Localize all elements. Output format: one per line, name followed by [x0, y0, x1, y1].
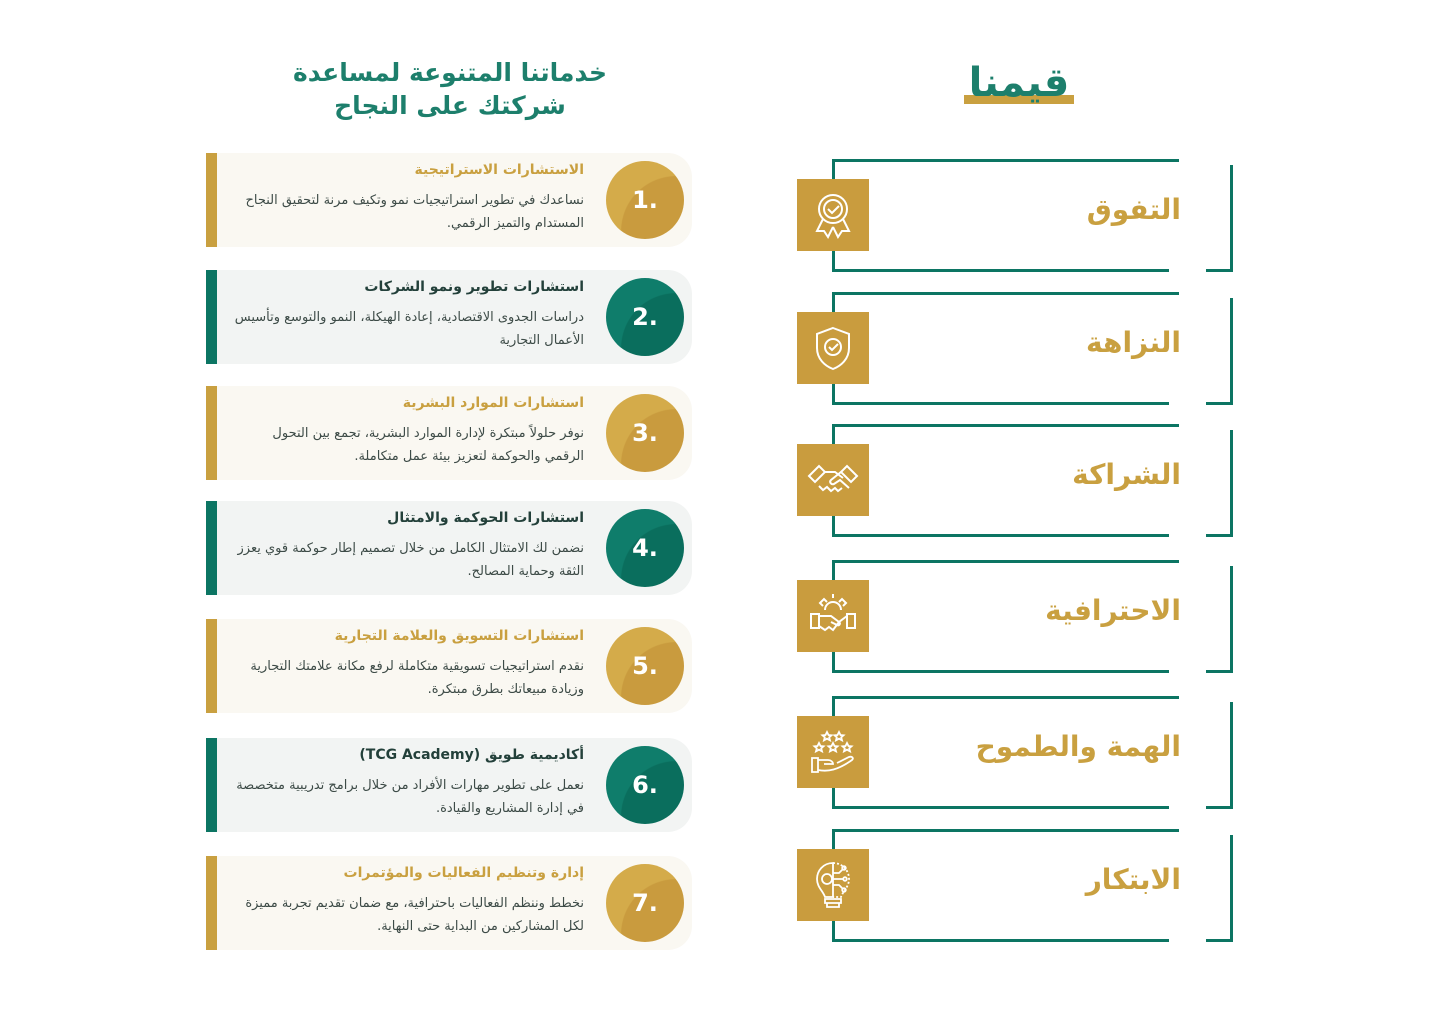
gear-handshake-icon — [797, 580, 869, 652]
services-title-line1: خدماتنا المتنوعة لمساعدة — [292, 58, 607, 87]
services-title — [230, 56, 670, 122]
services-title-line2: شركتك على النجاح — [334, 91, 566, 120]
service-card — [206, 619, 692, 713]
accent-bar — [206, 153, 217, 247]
service-card — [206, 501, 692, 595]
service-card — [206, 270, 692, 364]
service-card — [206, 153, 692, 247]
number-badge: 5. — [606, 627, 684, 705]
number-badge: 4. — [606, 509, 684, 587]
service-description: نخطط وننظم الفعاليات باحترافية، مع ضمان تقديم تجربة مميزة لكل المشاركين من البداية حتى النهاية. — [245, 896, 584, 934]
value-label: الاحترافية — [1045, 594, 1181, 627]
service-description: نوفر حلولاً مبتكرة لإدارة الموارد البشرية، تجمع بين التحول الرقمي والحوكمة لتعزيز بيئة عمل متكاملة. — [272, 426, 584, 464]
service-card — [206, 856, 692, 950]
service-title: استشارات الموارد البشرية — [402, 395, 584, 411]
service-description: نعمل على تطوير مهارات الأفراد من خلال برامج تدريبية متخصصة في إدارة المشاريع والقيادة. — [236, 778, 584, 816]
value-label: الابتكار — [1085, 863, 1181, 896]
number-badge: 1. — [606, 161, 684, 239]
award-ribbon-icon — [797, 179, 869, 251]
accent-bar — [206, 856, 217, 950]
value-item — [797, 292, 1237, 408]
value-item — [797, 424, 1237, 540]
lightbulb-circuit-icon — [797, 849, 869, 921]
service-title: استشارات تطوير ونمو الشركات — [364, 279, 584, 295]
accent-bar — [206, 738, 217, 832]
accent-bar — [206, 386, 217, 480]
service-title: استشارات الحوكمة والامتثال — [387, 510, 584, 526]
service-description: نقدم استراتيجيات تسويقية متكاملة لرفع مكانة علامتك التجارية وزيادة مبيعاتك بطرق مبتكرة. — [250, 659, 584, 697]
values-title: قيمنا — [968, 60, 1070, 106]
service-title: أكاديمية طويق (TCG Academy) — [359, 747, 584, 763]
value-item — [797, 829, 1237, 945]
service-description: دراسات الجدوى الاقتصادية، إعادة الهيكلة، النمو والتوسع وتأسيس الأعمال التجارية — [234, 310, 584, 348]
number-badge: 3. — [606, 394, 684, 472]
number-badge: 2. — [606, 278, 684, 356]
shield-check-icon — [797, 312, 869, 384]
service-card — [206, 738, 692, 832]
service-title: إدارة وتنظيم الفعاليات والمؤتمرات — [343, 865, 584, 881]
value-item — [797, 696, 1237, 812]
service-description: نساعدك في تطوير استراتيجيات نمو وتكيف مرنة لتحقيق النجاح المستدام والتميز الرقمي. — [245, 193, 584, 231]
value-item — [797, 560, 1237, 676]
accent-bar — [206, 501, 217, 595]
number-badge: 6. — [606, 746, 684, 824]
value-item — [797, 159, 1237, 275]
service-title: استشارات التسويق والعلامة التجارية — [334, 628, 584, 644]
stars-hand-icon — [797, 716, 869, 788]
accent-bar — [206, 270, 217, 364]
value-label: الشراكة — [1072, 458, 1181, 491]
number-badge: 7. — [606, 864, 684, 942]
value-label: الهمة والطموح — [975, 730, 1181, 763]
service-title: الاستشارات الاستراتيجية — [414, 162, 584, 178]
value-label: التفوق — [1086, 193, 1181, 226]
service-description: نضمن لك الامتثال الكامل من خلال تصميم إطار حوكمة قوي يعزز الثقة وحماية المصالح. — [237, 541, 584, 579]
accent-bar — [206, 619, 217, 713]
handshake-icon — [797, 444, 869, 516]
service-card — [206, 386, 692, 480]
value-label: النزاهة — [1086, 326, 1181, 359]
